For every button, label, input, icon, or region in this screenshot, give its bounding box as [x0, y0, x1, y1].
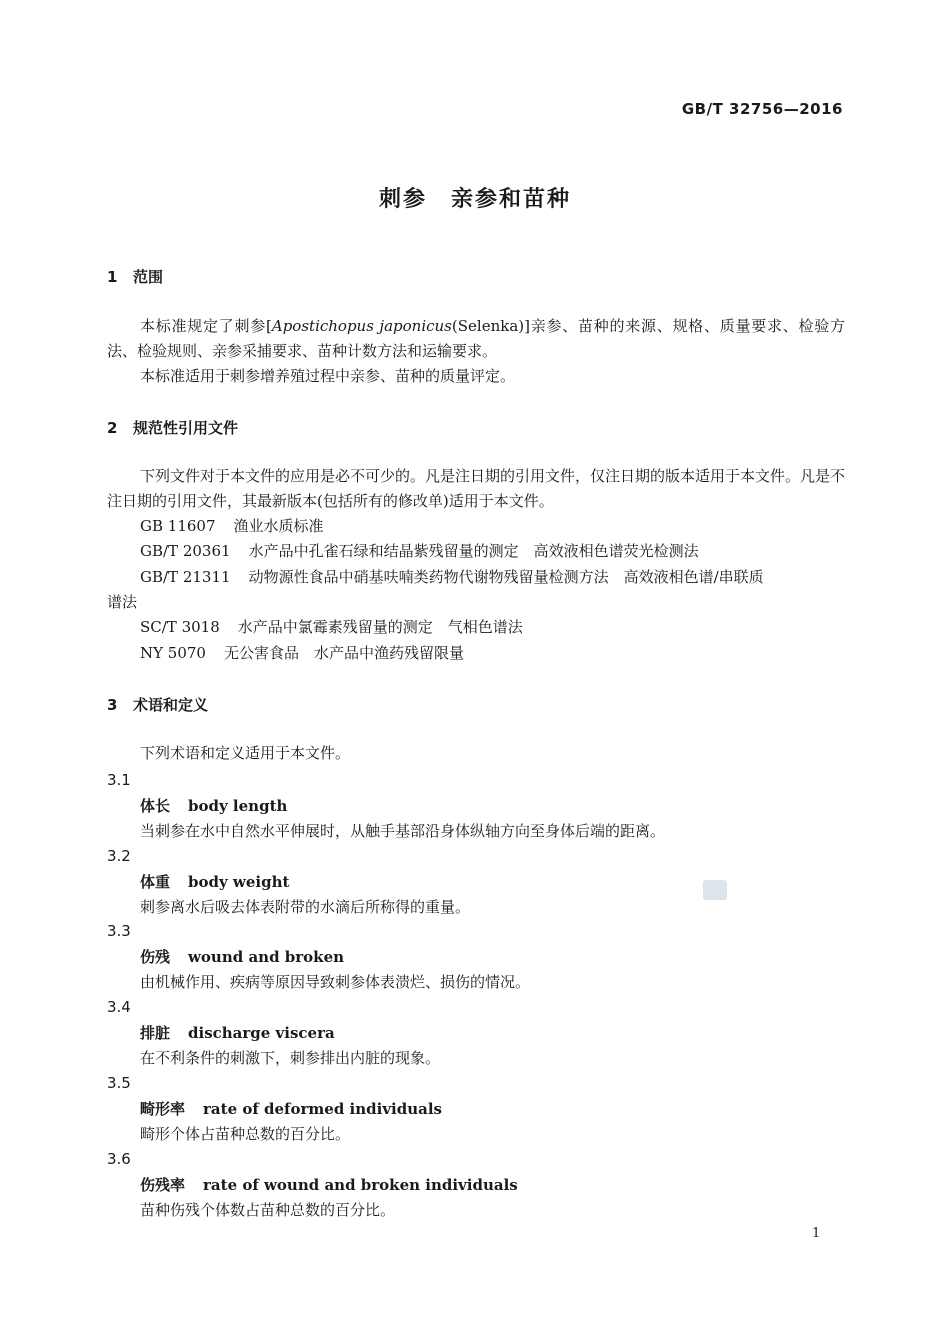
species-name: Apostichopus japonicus: [271, 317, 452, 335]
term-heading: [140, 795, 287, 816]
reference-name: 无公害食品 水产品中渔药残留限量: [223, 644, 464, 662]
term-definition: 刺参离水后吸去体表附带的水滴后所称得的重量。: [140, 898, 471, 916]
reference-code: GB/T 21311: [140, 568, 231, 586]
term-cn: 伤残率: [140, 1176, 186, 1194]
term-number: 3.1: [107, 771, 131, 789]
term-heading: [140, 871, 289, 892]
term-definition: 苗种伤残个体数占苗种总数的百分比。: [140, 1201, 396, 1219]
term-cn: 伤残: [140, 948, 171, 966]
term-definition: 由机械作用、疾病等原因导致刺参体表溃烂、损伤的情况。: [140, 973, 531, 991]
term-heading: [140, 1022, 335, 1043]
reference-item: [140, 641, 464, 666]
term-en: body length: [188, 797, 288, 815]
reference-item: [140, 615, 523, 640]
term-cn: 体长: [140, 797, 171, 815]
section-title: 术语和定义: [133, 696, 209, 714]
reference-name: 动物源性食品中硝基呋喃类药物代谢物残留量检测方法 高效液相色谱/串联质: [248, 568, 764, 586]
document-title: 刺参 亲参和苗种: [378, 187, 571, 212]
section-number: 1: [107, 268, 118, 286]
term-number: 3.6: [107, 1150, 131, 1168]
term-heading: [140, 1174, 518, 1195]
scope-paragraph-1: 本标准规定了刺参[Apostichopus japonicus(Selenka)]亲参、苗种的来源、规格、质量要求、检验方法、检验规则、亲参采捕要求、苗种计数方法和运输要求。: [107, 317, 845, 360]
reference-name: 水产品中氯霉素残留量的测定 气相色谱法: [237, 618, 523, 636]
reference-code: SC/T 3018: [140, 618, 220, 636]
section-title: 范围: [133, 268, 164, 286]
reference-item: [140, 565, 764, 590]
term-en: wound and broken: [188, 948, 345, 966]
section-heading-normative-references: [107, 417, 238, 438]
term-en: body weight: [188, 873, 290, 891]
section-title: 规范性引用文件: [133, 419, 239, 437]
scope-paragraph-2: 本标准适用于刺参增养殖过程中亲参、苗种的质量评定。: [140, 367, 516, 385]
term-number: 3.4: [107, 998, 131, 1016]
section-number: 2: [107, 419, 118, 437]
term-definition: 当刺参在水中自然水平伸展时，从触手基部沿身体纵轴方向至身体后端的距离。: [140, 822, 666, 840]
reference-code: GB/T 20361: [140, 542, 231, 560]
term-cn: 畸形率: [140, 1100, 186, 1118]
references-intro: 下列文件对于本文件的应用是必不可少的。凡是注日期的引用文件，仅注日期的版本适用于本文件。凡是不注日期的引用文件，其最新版本(包括所有的修改单)适用于本文件。: [107, 467, 846, 510]
term-number: 3.3: [107, 922, 131, 940]
reference-code: NY 5070: [140, 644, 206, 662]
term-en: discharge viscera: [188, 1024, 335, 1042]
term-heading: [140, 1098, 442, 1119]
terms-intro: 下列术语和定义适用于本文件。: [140, 744, 351, 762]
term-en: rate of wound and broken individuals: [203, 1176, 518, 1194]
reference-item: [140, 514, 324, 539]
reference-name: 渔业水质标准: [233, 517, 324, 535]
term-cn: 排脏: [140, 1024, 171, 1042]
term-cn: 体重: [140, 873, 171, 891]
term-number: 3.2: [107, 847, 131, 865]
section-number: 3: [107, 696, 118, 714]
term-number: 3.5: [107, 1074, 131, 1092]
term-definition: 畸形个体占苗种总数的百分比。: [140, 1125, 351, 1143]
reference-item-continuation: 谱法: [107, 593, 138, 611]
page-number: 1: [812, 1226, 821, 1241]
watermark-logo: [703, 880, 727, 900]
standard-id: GB/T 32756—2016: [681, 100, 843, 118]
term-definition: 在不利条件的刺激下，刺参排出内脏的现象。: [140, 1049, 441, 1067]
reference-code: GB 11607: [140, 517, 216, 535]
term-heading: [140, 946, 344, 967]
term-en: rate of deformed individuals: [203, 1100, 442, 1118]
section-heading-scope: [107, 266, 163, 287]
section-heading-terms: [107, 694, 208, 715]
reference-name: 水产品中孔雀石绿和结晶紫残留量的测定 高效液相色谱荧光检测法: [248, 542, 699, 560]
reference-item: [140, 539, 699, 564]
